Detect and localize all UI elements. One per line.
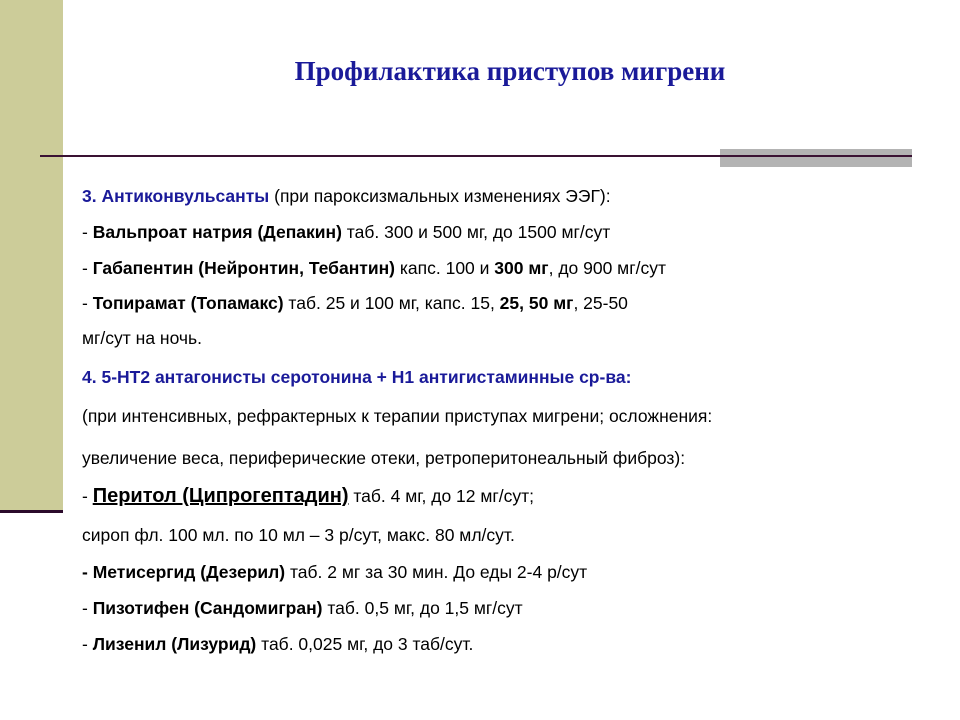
drug-name: Топирамат (Топамакс): [92, 293, 284, 313]
section3-item-valproate: [82, 222, 610, 243]
drug-dose: , 25-50: [573, 293, 628, 313]
section4-item-pizotifen: [82, 598, 523, 619]
section4-item-peritol-cont: сироп фл. 100 мл. по 10 мл – 3 р/сут, макс. 80 мл/сут.: [82, 525, 515, 545]
section3-item-topiramate: [82, 293, 628, 314]
drug-name: Лизенил (Лизурид): [92, 634, 257, 654]
sidebar-decoration: [0, 0, 63, 512]
section3-heading-line: [82, 186, 611, 207]
drug-dose-bold: 25, 50 мг: [499, 293, 574, 313]
drug-dose: таб. 300 и 500 мг, до 1500 мг/сут: [341, 222, 611, 242]
drug-name: - Метисергид (Дезерил): [82, 562, 286, 582]
drug-dose: таб. 25 и 100 мг, капс. 15,: [283, 293, 500, 313]
drug-dose: таб. 0,5 мг, до 1,5 мг/сут: [322, 598, 523, 618]
section3-item-topiramate-cont: мг/сут на ночь.: [82, 328, 203, 348]
section4-item-methysergide: [82, 562, 587, 583]
section3-item-gabapentin: [82, 258, 666, 279]
item-prefix: -: [82, 258, 93, 278]
drug-dose: , до 900 мг/сут: [548, 258, 666, 278]
slide-title: Профилактика приступов мигрени: [294, 56, 726, 86]
item-prefix: -: [82, 486, 93, 506]
section4-note-line1: (при интенсивных, рефрактерных к терапии приступах мигрени; осложнения:: [82, 406, 713, 426]
drug-name: Перитол (Ципрогептадин): [92, 485, 349, 507]
item-prefix: -: [82, 598, 93, 618]
sidebar-divider: [0, 510, 63, 513]
item-prefix: -: [82, 293, 93, 313]
drug-dose: таб. 0,025 мг, до 3 таб/сут.: [256, 634, 474, 654]
item-prefix: -: [82, 634, 93, 654]
drug-name: Габапентин (Нейронтин, Тебантин): [92, 258, 395, 278]
section4-heading: 4. 5-НТ2 антагонисты серотонина + Н1 антигистаминные ср-ва:: [82, 367, 632, 387]
drug-dose: таб. 2 мг за 30 мин. До еды 2-4 р/сут: [285, 562, 588, 582]
drug-dose: таб. 4 мг, до 12 мг/сут;: [348, 486, 535, 506]
item-prefix: -: [82, 222, 93, 242]
section4-item-lisuride: [82, 634, 473, 655]
section4-item-peritol: [82, 485, 534, 508]
section3-heading-note: (при пароксизмальных изменениях ЭЭГ):: [269, 186, 611, 206]
section3-heading: 3. Антиконвульсанты: [82, 186, 270, 206]
section4-note-line2: увеличение веса, периферические отеки, ретроперитонеальный фиброз):: [82, 448, 686, 468]
drug-dose: капс. 100 и: [395, 258, 495, 278]
title-rule-accent-line: [720, 155, 912, 157]
drug-dose-bold: 300 мг: [494, 258, 549, 278]
drug-name: Пизотифен (Сандомигран): [92, 598, 323, 618]
drug-name: Вальпроат натрия (Депакин): [92, 222, 342, 242]
title-rule-accent: [720, 149, 912, 167]
